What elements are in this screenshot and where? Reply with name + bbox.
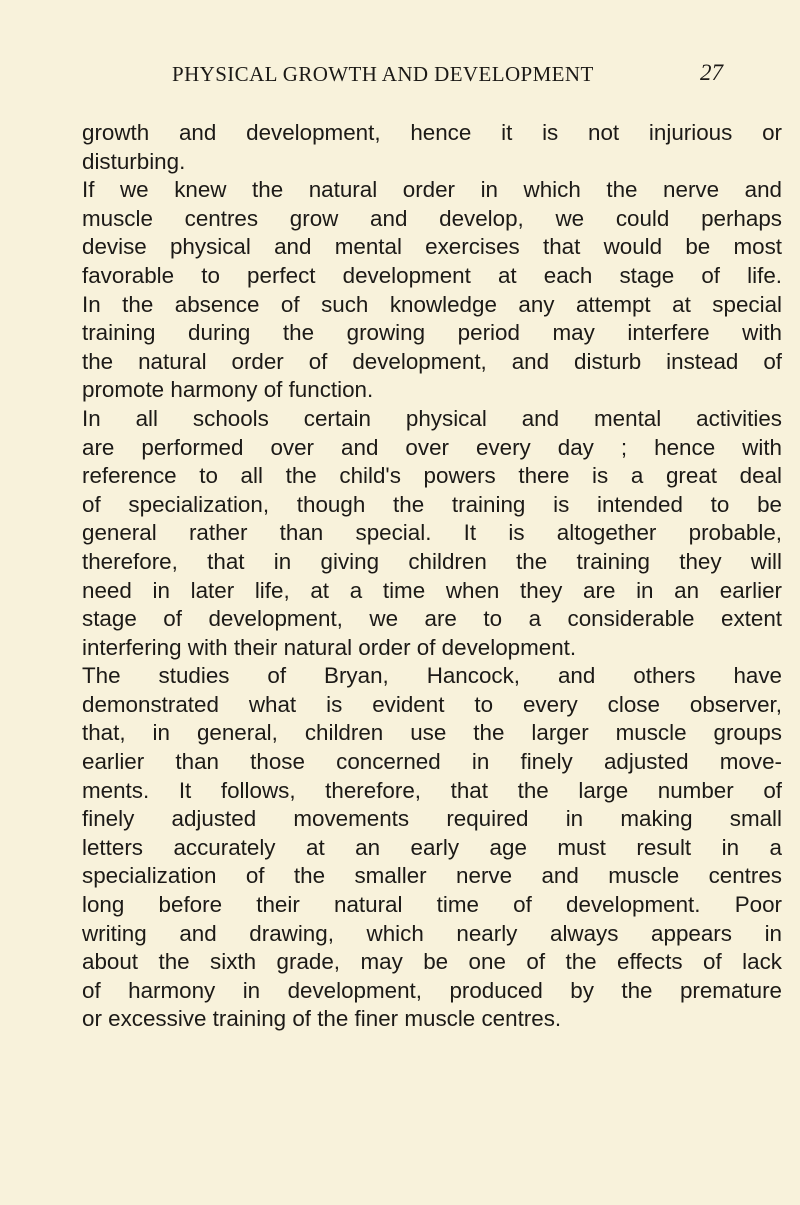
text-line: growth and development, hence it is not injurious or: [82, 120, 782, 145]
running-head: [0, 58, 800, 94]
text-line: the natural order of development, and disturb instead of: [82, 348, 782, 374]
running-title: PHYSICAL GROWTH AND DEVELOPMENT: [172, 62, 594, 86]
text-line: stage of development, we are to a considerable extent: [82, 606, 782, 632]
text-line: training during the growing period may interfere with: [82, 320, 782, 346]
text-line: promote harmony of function.: [82, 377, 374, 403]
text-line: devise physical and mental exercises that would be most: [82, 234, 782, 260]
text-line: writing and drawing, which nearly always appears in: [82, 920, 782, 946]
text-line: demonstrated what is evident to every close observer,: [82, 691, 782, 717]
body-text: [82, 119, 782, 1034]
text-line: specialization of the smaller nerve and muscle centres: [82, 863, 782, 889]
text-line: favorable to perfect development at each stage of life.: [82, 262, 782, 288]
text-line: or excessive training of the finer muscle centres.: [82, 1006, 562, 1032]
text-line: muscle centres grow and develop, we could perhaps: [82, 205, 782, 231]
text-line: The studies of Bryan, Hancock, and others have: [82, 663, 782, 689]
text-line: reference to all the child's powers there is a great deal: [82, 463, 782, 489]
text-line: letters accurately at an early age must result in a: [82, 834, 782, 860]
text-line: disturbing.: [82, 148, 186, 174]
text-line: need in later life, at a time when they are in an earlier: [82, 577, 782, 603]
text-line: of specialization, though the training is intended to be: [82, 491, 782, 517]
text-line: ments. It follows, therefore, that the large number of: [82, 777, 782, 803]
text-line: If we knew the natural order in which the nerve and: [82, 177, 782, 203]
page-number: 27: [700, 60, 723, 85]
text-line: finely adjusted movements required in making small: [82, 806, 782, 832]
text-line: of harmony in development, produced by the premature: [82, 977, 782, 1003]
text-line: therefore, that in giving children the training they will: [82, 548, 782, 574]
text-line: earlier than those concerned in finely adjusted move-: [82, 749, 782, 775]
text-line: general rather than special. It is altogether probable,: [82, 520, 782, 546]
text-line: In the absence of such knowledge any attempt at special: [82, 291, 782, 317]
text-line: that, in general, children use the larger muscle groups: [82, 720, 782, 746]
text-line: long before their natural time of development. Poor: [82, 892, 782, 918]
text-line: In all schools certain physical and mental activities: [82, 405, 782, 431]
text-line: are performed over and over every day ; hence with: [82, 434, 782, 460]
text-line: about the sixth grade, may be one of the effects of lack: [82, 949, 782, 975]
text-line: interfering with their natural order of development.: [82, 634, 577, 660]
